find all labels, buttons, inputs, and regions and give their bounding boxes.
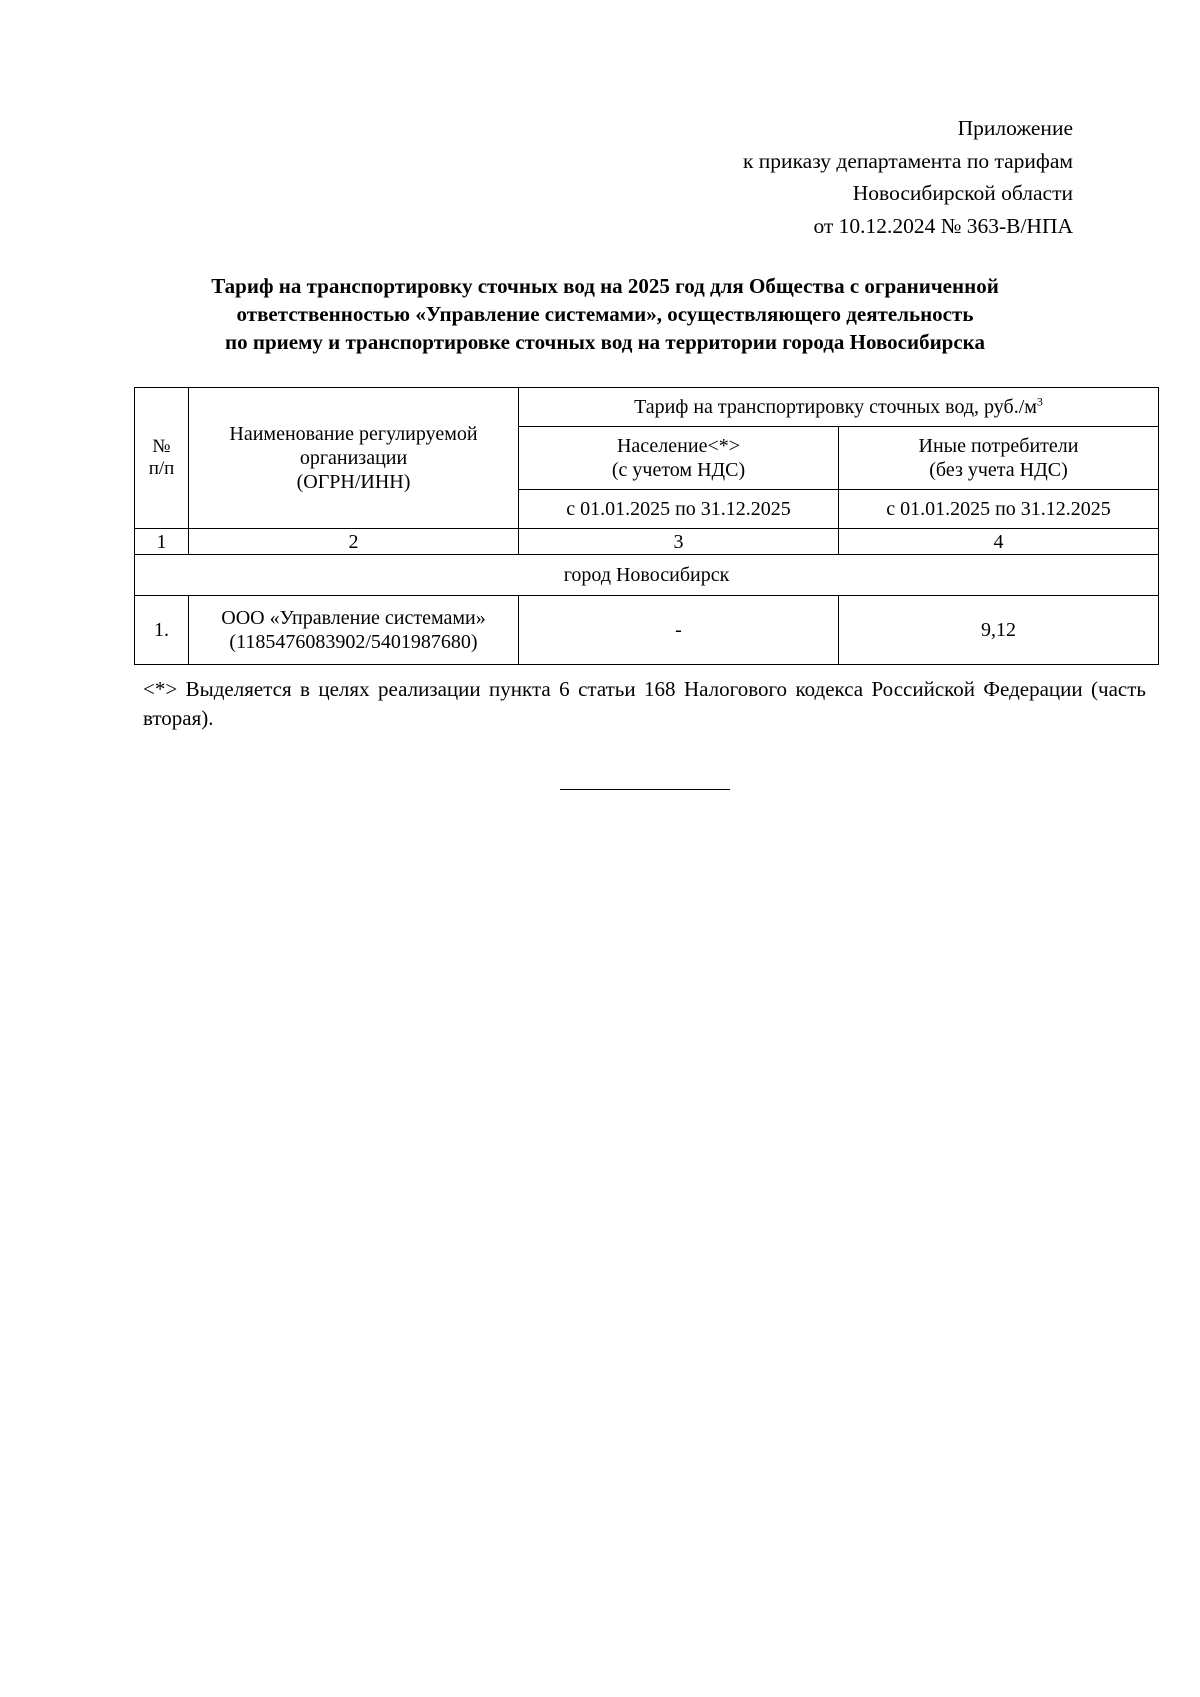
organization-name: ООО «Управление системами»	[221, 607, 486, 629]
title-line: по приему и транспортировке сточных вод на территории города Новосибирска	[225, 330, 985, 354]
header-population-cell	[519, 427, 839, 490]
header-number-sign: №	[152, 436, 171, 457]
header-tariff-cell	[519, 388, 1159, 427]
appendix-line: к приказу департамента по тарифам	[742, 148, 1073, 173]
document-title	[134, 272, 1076, 356]
tariff-table	[134, 387, 1159, 665]
header-others-line: (без учета НДС)	[929, 459, 1068, 481]
appendix-line: от 10.12.2024 № 363-В/НПА	[813, 213, 1073, 238]
header-number-pp: п/п	[148, 458, 175, 479]
header-others-cell	[839, 427, 1159, 490]
title-line: Тариф на транспортировку сточных вод на 2025 год для Общества с ограниченной	[211, 274, 999, 298]
header-organization-cell	[189, 388, 519, 529]
header-organization-line: организации	[299, 447, 408, 469]
header-organization-line: Наименование регулируемой	[229, 423, 478, 445]
tariff-header-text: Тариф на транспортировку сточных вод, руб./м	[634, 396, 1037, 418]
closing-divider	[560, 789, 730, 790]
header-population-line: (с учетом НДС)	[611, 459, 746, 481]
footnote: <*> Выделяется в целях реализации пункта 6 статьи 168 Налогового кодекса Российской Федерации (часть вторая).	[143, 677, 1146, 730]
appendix-line: Приложение	[957, 116, 1073, 140]
header-population-line: Население<*>	[616, 435, 741, 457]
row-organization-cell	[189, 596, 519, 665]
row-others-value: 9,12	[839, 596, 1159, 665]
row-number-cell: 1.	[135, 596, 189, 665]
column-number: 2	[189, 529, 519, 555]
header-others-line: Иные потребители	[918, 435, 1079, 457]
city-cell: город Новосибирск	[135, 555, 1159, 596]
appendix-line: Новосибирской области	[852, 181, 1073, 205]
header-organization-line: (ОГРН/ИНН)	[296, 471, 411, 493]
period-others-cell: с 01.01.2025 по 31.12.2025	[839, 490, 1159, 529]
column-number: 4	[839, 529, 1159, 555]
row-population-value: -	[519, 596, 839, 665]
header-number-cell	[135, 388, 189, 529]
tariff-unit-exponent: 3	[1036, 394, 1043, 409]
city-row	[135, 555, 1159, 596]
title-line: ответственностью «Управление системами», осуществляющего деятельность	[236, 302, 974, 326]
organization-ids: (1185476083902/5401987680)	[229, 631, 478, 653]
period-population-cell: с 01.01.2025 по 31.12.2025	[519, 490, 839, 529]
column-numbers-row	[135, 529, 1159, 555]
table-header-row	[135, 388, 1159, 427]
table-row	[135, 596, 1159, 665]
column-number: 3	[519, 529, 839, 555]
appendix-header	[743, 112, 1073, 242]
column-number: 1	[135, 529, 189, 555]
